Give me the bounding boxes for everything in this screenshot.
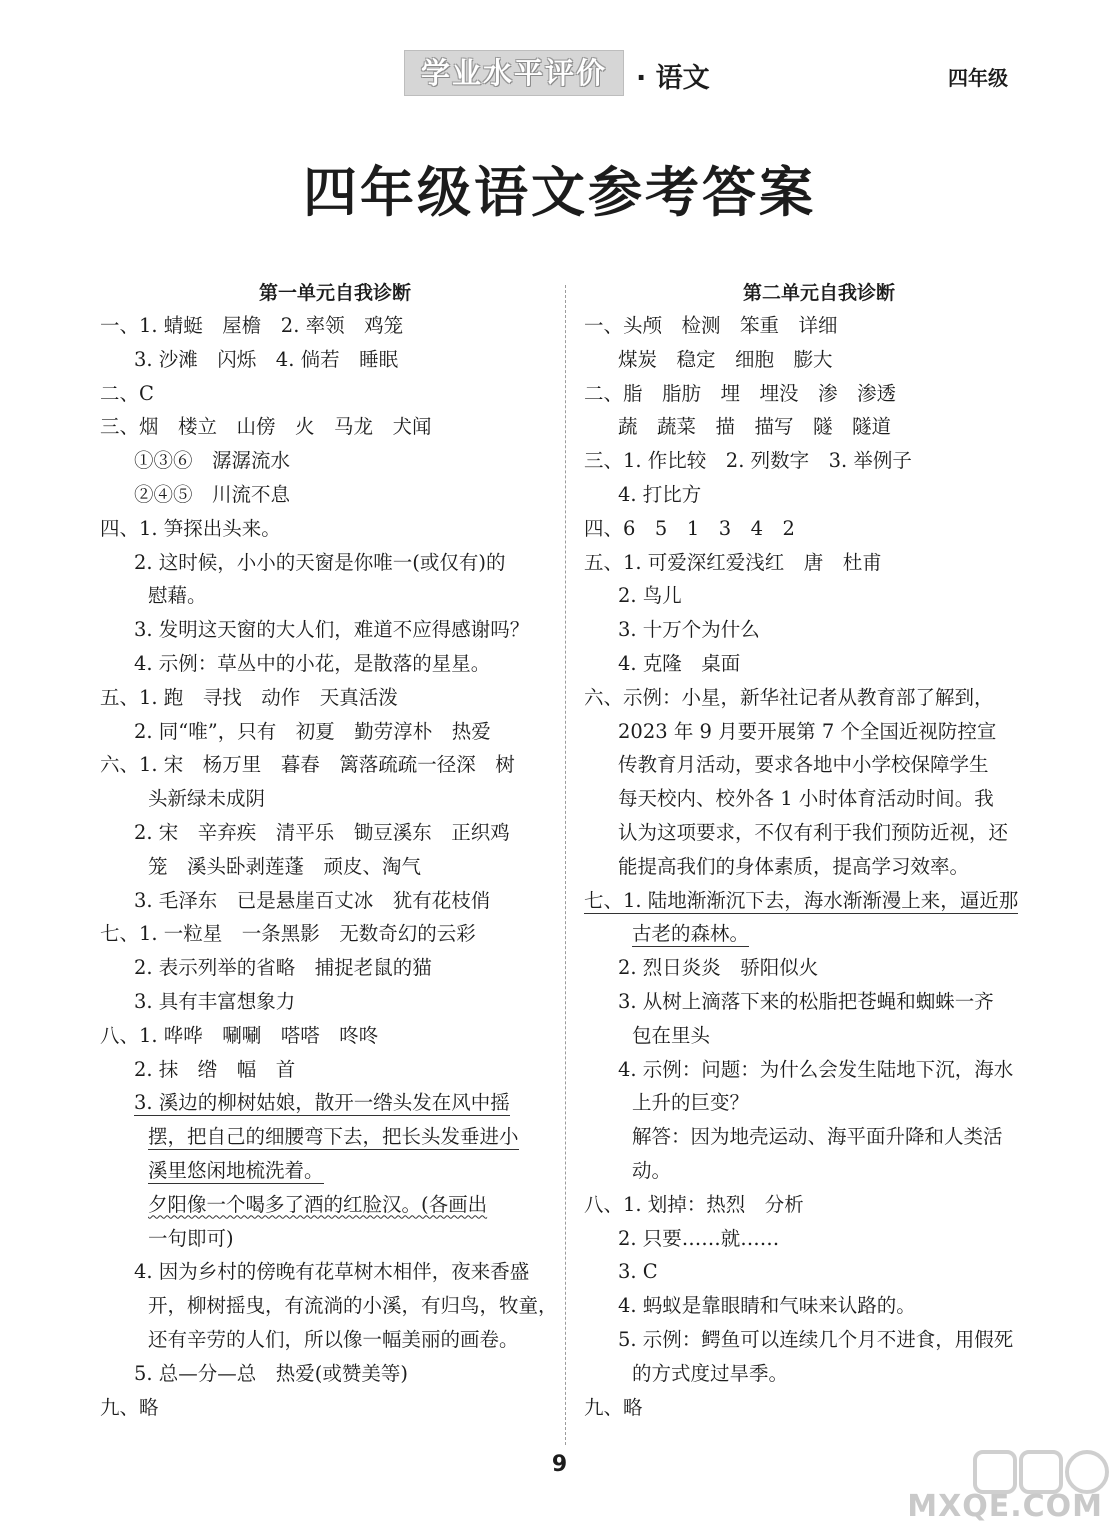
answer-line: 2023 年 9 月要开展第 7 个全国近视防控宣 xyxy=(618,719,997,743)
answer-line: 2. 只要……就…… xyxy=(618,1226,780,1250)
answer-line: 包在里头 xyxy=(632,1023,711,1047)
underlined-answer: 古老的森林。 xyxy=(632,922,750,946)
page-title: 四年级语文参考答案 xyxy=(303,161,816,224)
answer-line: 六、1. 宋 杨万里 暮春 篱落疏疏一径深 树 xyxy=(100,753,515,777)
watermark-logo xyxy=(907,1444,1113,1532)
page-header xyxy=(0,48,1119,100)
answer-line xyxy=(100,1188,570,1222)
answer-line: ①③⑥ 潺潺流水 xyxy=(134,449,291,473)
answer-line: 传教育月活动，要求各地中小学校保障学生 xyxy=(618,753,989,777)
answer-line: 六、示例：小星，新华社记者从教育部了解到， xyxy=(584,685,994,709)
answer-line: 还有辛劳的人们，所以像一幅美丽的画卷。 xyxy=(148,1327,519,1351)
underlined-answer: 3. 溪边的柳树姑娘，散开一绺头发在风中摇 xyxy=(134,1091,510,1115)
answer-line: 九、略 xyxy=(100,1395,159,1419)
answer-line: 五、1. 跑 寻找 动作 天真活泼 xyxy=(100,685,398,709)
watermark-text: MXQE.COM xyxy=(907,1489,1103,1524)
answer-line: 4. 蚂蚁是靠眼睛和气味来认路的。 xyxy=(618,1294,916,1318)
answer-line: 3. 具有丰富想象力 xyxy=(134,989,296,1013)
answer-line: 一、1. 蜻蜓 屋檐 2. 率领 鸡笼 xyxy=(100,314,404,337)
answer-line: 4. 示例：草丛中的小花，是散落的星星。 xyxy=(134,651,491,675)
answer-line: 3. 从树上滴落下来的松脂把苍蝇和蜘蛛一齐 xyxy=(618,989,994,1013)
answer-line: 解答：因为地壳运动、海平面升降和人类活 xyxy=(632,1125,1003,1149)
answer-line: 4. 示例：问题：为什么会发生陆地下沉，海水 xyxy=(618,1057,1014,1081)
answer-line: 开，柳树摇曳，有流淌的小溪，有归鸟，牧童， xyxy=(148,1294,558,1318)
answer-line: 一句即可) xyxy=(148,1226,234,1250)
answer-line: 4. 打比方 xyxy=(618,482,702,506)
grade-label: 四年级 xyxy=(948,66,1008,90)
answer-line: 上升的巨变？ xyxy=(632,1091,750,1115)
answer-line: 五、1. 可爱深红爱浅红 唐 杜甫 xyxy=(584,550,882,574)
answer-line: 九、略 xyxy=(584,1395,643,1419)
answer-line: 能提高我们的身体素质，提高学习效率。 xyxy=(618,854,970,878)
answer-line: 八、1. 划掉：热烈 分析 xyxy=(584,1192,804,1216)
answer-line: 2. 鸟儿 xyxy=(618,584,682,608)
wavy-underlined-answer: 夕阳像一个喝多了酒的红脸汉。(各画出 xyxy=(148,1192,488,1216)
answer-line: 三、1. 作比较 2. 列数字 3. 举例子 xyxy=(584,449,912,473)
answer-line: 三、烟 楼立 山傍 火 马龙 犬闻 xyxy=(100,415,432,439)
answer-line: 3. C xyxy=(618,1260,658,1284)
answer-line: 2. 烈日炎炎 骄阳似火 xyxy=(618,956,819,980)
answer-line: 蔬 蔬菜 描 描写 隧 隧道 xyxy=(618,415,892,439)
page-number: 9 xyxy=(551,1452,568,1477)
subject-label: · 语文 xyxy=(636,63,710,94)
answer-line xyxy=(100,1086,570,1120)
answer-line: 二、脂 脂肪 埋 埋没 渗 渗透 xyxy=(584,381,897,405)
answer-line: 动。 xyxy=(632,1158,672,1182)
answer-line: 每天校内、校外各 1 小时体育活动时间。我 xyxy=(618,787,994,811)
answer-line: 5. 总—分—总 热爱(或赞美等) xyxy=(134,1361,409,1385)
answer-line: 二、C xyxy=(100,381,154,405)
answer-line: 四、1. 笋探出头来。 xyxy=(100,516,281,540)
answer-line: 八、1. 哗哗 唰唰 嗒嗒 咚咚 xyxy=(100,1023,379,1047)
answer-line: 慰藉。 xyxy=(148,584,207,608)
answer-line: 3. 十万个为什么 xyxy=(618,618,760,642)
answer-line: 认为这项要求，不仅有利于我们预防近视，还 xyxy=(618,820,1009,844)
answer-line xyxy=(584,884,1054,918)
section-heading-unit-1: 第一单元自我诊断 xyxy=(258,282,411,304)
left-column xyxy=(100,277,570,1424)
answer-line: 笼 溪头卧剥莲蓬 顽皮、淘气 xyxy=(148,854,422,878)
answer-line: 煤炭 稳定 细胞 膨大 xyxy=(618,347,833,371)
answer-line xyxy=(584,917,1054,951)
answer-line xyxy=(100,1154,570,1188)
right-column xyxy=(584,277,1054,1424)
answer-line: 2. 抹 绺 幅 首 xyxy=(134,1057,296,1081)
underlined-answer: 七、1. 陆地渐渐沉下去，海水渐渐漫上来，逼近那 xyxy=(584,888,1019,912)
answer-line: 四、6 5 1 3 4 2 xyxy=(584,516,795,540)
answer-line: 3. 毛泽东 已是悬崖百丈冰 犹有花枝俏 xyxy=(134,888,491,912)
section-heading-unit-2: 第二单元自我诊断 xyxy=(742,282,895,304)
answer-line xyxy=(100,1120,570,1154)
answer-line: 七、1. 一粒星 一条黑影 无数奇幻的云彩 xyxy=(100,922,476,946)
answer-line: 5. 示例：鳄鱼可以连续几个月不进食，用假死 xyxy=(618,1327,1014,1351)
series-badge: 学业水平评价 xyxy=(404,50,624,96)
answer-line: 4. 因为乡村的傍晚有花草树木相伴，夜来香盛 xyxy=(134,1260,530,1284)
underlined-answer: 摆，把自己的细腰弯下去，把长头发垂进小 xyxy=(148,1125,519,1149)
answer-line: 2. 宋 辛弃疾 清平乐 锄豆溪东 正织鸡 xyxy=(134,820,510,844)
answer-line: ②④⑤ 川流不息 xyxy=(134,482,291,506)
answer-line: 3. 沙滩 闪烁 4. 倘若 睡眠 xyxy=(134,347,399,371)
answer-line: 的方式度过旱季。 xyxy=(632,1361,789,1385)
underlined-answer: 溪里悠闲地梳洗着。 xyxy=(148,1158,324,1182)
answer-line: 一、头颅 检测 笨重 详细 xyxy=(584,314,838,337)
answer-line: 4. 克隆 桌面 xyxy=(618,651,741,675)
answer-line: 头新绿未成阴 xyxy=(148,787,266,811)
answer-line: 2. 表示列举的省略 捕捉老鼠的猫 xyxy=(134,956,432,980)
answer-line: 3. 发明这天窗的大人们，难道不应得感谢吗？ xyxy=(134,618,530,642)
answer-line: 2. 同“唯”，只有 初夏 勤劳淳朴 热爱 xyxy=(134,719,491,743)
answer-line: 2. 这时候，小小的天窗是你唯一(或仅有)的 xyxy=(134,550,506,574)
